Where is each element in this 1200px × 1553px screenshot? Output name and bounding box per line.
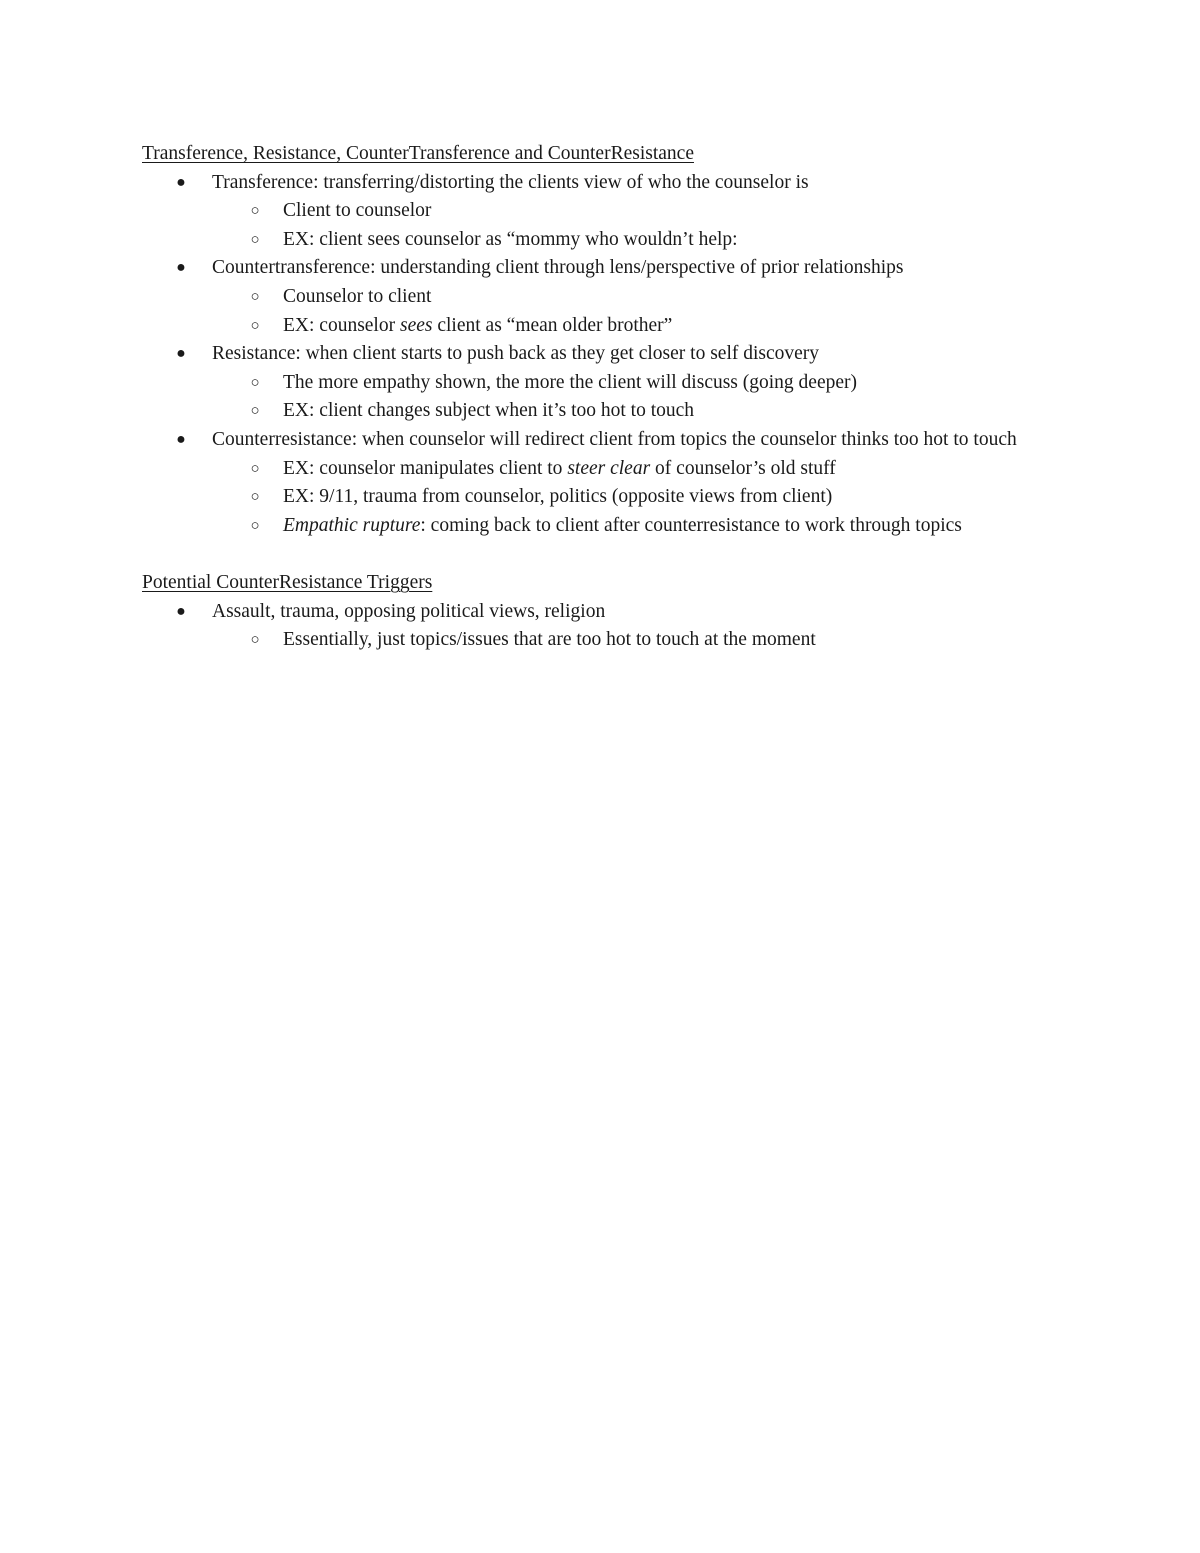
document-page — [142, 140, 1062, 655]
sub-list-item-text: Counselor to client — [283, 285, 432, 307]
sub-list-item-text: The more empathy shown, the more the client will discuss (going deeper) — [283, 371, 858, 393]
list-item — [176, 426, 1062, 540]
hollow-bullet-icon: ○ — [250, 231, 260, 248]
list-item-text: Transference: transferring/distorting the clients view of who the counselor is — [212, 171, 809, 193]
hollow-bullet-icon: ○ — [250, 317, 260, 334]
sub-list-item-emphasis: sees — [399, 314, 433, 336]
hollow-bullet-icon: ○ — [250, 203, 260, 220]
list-item — [176, 340, 1062, 426]
sub-list-item — [250, 626, 1062, 655]
sub-list-item — [250, 512, 1062, 541]
sub-list-item-text-post: of counselor’s old stuff — [650, 457, 836, 479]
section-transference — [142, 140, 1062, 540]
hollow-bullet-icon: ○ — [250, 632, 260, 649]
sub-list-item — [250, 312, 1062, 341]
hollow-bullet-icon: ○ — [250, 517, 260, 534]
sub-list-item — [250, 455, 1062, 484]
filled-bullet-icon: ● — [176, 602, 186, 620]
section-triggers — [142, 569, 1062, 655]
sub-list-item — [250, 369, 1062, 398]
bullet-list — [142, 598, 1062, 655]
list-item-text: Assault, trauma, opposing political views, religion — [212, 600, 606, 622]
sub-bullet-list — [212, 197, 1062, 254]
list-item-text: Resistance: when client starts to push back as they get closer to self discovery — [212, 343, 820, 365]
hollow-bullet-icon: ○ — [250, 403, 260, 420]
section-heading: Transference, Resistance, CounterTransference and CounterResistance — [142, 143, 694, 164]
sub-list-item-text-post: client as “mean older brother” — [432, 314, 673, 336]
hollow-bullet-icon: ○ — [250, 460, 260, 477]
sub-list-item-text-post: : coming back to client after counterresistance to work through topics — [420, 514, 962, 536]
hollow-bullet-icon: ○ — [250, 374, 260, 391]
sub-list-item-text-pre: EX: counselor — [283, 314, 400, 336]
sub-list-item-text: EX: client sees counselor as “mommy who wouldn’t help: — [283, 228, 738, 250]
hollow-bullet-icon: ○ — [250, 489, 260, 506]
hollow-bullet-icon: ○ — [250, 288, 260, 305]
list-item — [176, 598, 1062, 655]
sub-list-item-text-pre: EX: counselor manipulates client to — [283, 457, 568, 479]
filled-bullet-icon: ● — [176, 430, 186, 448]
sub-list-item — [250, 226, 1062, 255]
sub-list-item — [250, 397, 1062, 426]
sub-list-item-text: EX: client changes subject when it’s too hot to touch — [283, 400, 695, 422]
section-heading: Potential CounterResistance Triggers — [142, 571, 433, 593]
bullet-list — [142, 169, 1062, 541]
sub-list-item-emphasis: steer clear — [567, 457, 651, 479]
list-item — [176, 169, 1062, 255]
sub-bullet-list — [212, 283, 1062, 340]
sub-bullet-list — [212, 626, 1062, 655]
list-item — [176, 254, 1062, 340]
sub-list-item-text: Client to counselor — [283, 200, 432, 222]
list-item-text: Counterresistance: when counselor will redirect client from topics the counselor thinks too hot to touch — [212, 428, 1017, 450]
filled-bullet-icon: ● — [176, 259, 186, 277]
sub-list-item — [250, 197, 1062, 226]
sub-list-item-text: EX: 9/11, trauma from counselor, politics (opposite views from client) — [283, 486, 833, 508]
sub-bullet-list — [212, 369, 1062, 426]
sub-list-item-emphasis: Empathic rupture — [283, 514, 421, 536]
filled-bullet-icon: ● — [176, 173, 186, 191]
sub-bullet-list — [212, 455, 1062, 541]
sub-list-item — [250, 283, 1062, 312]
list-item-text: Countertransference: understanding client through lens/perspective of prior relationships — [212, 257, 904, 279]
sub-list-item-text: Essentially, just topics/issues that are too hot to touch at the moment — [283, 629, 816, 651]
sub-list-item — [250, 483, 1062, 512]
filled-bullet-icon: ● — [176, 345, 186, 363]
